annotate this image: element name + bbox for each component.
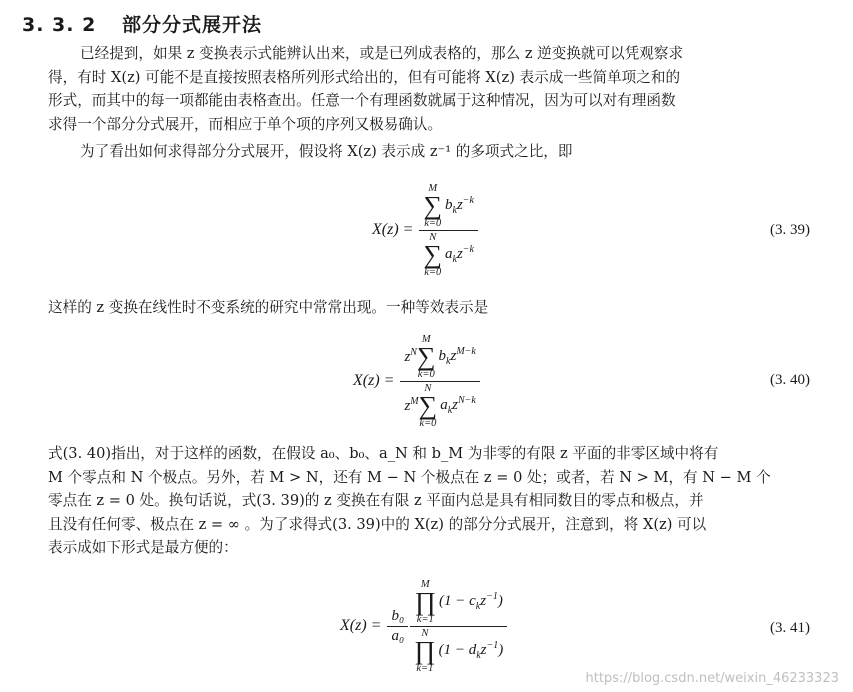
section-title: 部分分式展开法 [121, 14, 262, 36]
equation-3-41 [0, 564, 853, 688]
section-heading [22, 10, 262, 37]
fraction-bar [400, 381, 479, 382]
numerator-term: $b_kz^{-k}$ [445, 195, 474, 216]
text-line: M 个零点和 N 个极点。另外，若 M > N，还有 M − N 个极点在 z = 0 处；或者，若 N > M，有 N − M 个 [48, 468, 771, 486]
fraction [419, 183, 478, 278]
denominator-term: $a_kz^{N-k}$ [440, 395, 476, 416]
sum-symbol: N ∑ k=0 [418, 382, 438, 429]
denominator-prefix: $z^M$ [404, 396, 419, 414]
paragraph-zeros-poles [48, 442, 828, 560]
equation-lhs: X(z) = [372, 221, 414, 238]
text-line: 为了看出如何求得部分分式展开，假设将 X(z) 表示成 z⁻¹ 的多项式之比，即 [80, 143, 573, 160]
equation-3-39 [0, 166, 853, 294]
text-line: 零点在 z = 0 处。换句话说，式(3. 39)的 z 变换在有限 z 平面内总是具有相同数目的零点和极点，并 [48, 492, 704, 509]
fraction-bar [410, 626, 507, 627]
product-symbol: M ∏ k=1 [414, 578, 436, 625]
numerator-term: $b_kz^{M-k}$ [438, 346, 476, 367]
text-line: 式(3. 40)指出，对于这样的函数，在假设 a₀、b₀、a_N 和 b_M 为非零的有限 z 平面的非零区域中将有 [48, 445, 719, 462]
sum-symbol: M ∑ k=0 [416, 333, 436, 380]
text-line: 求得一个部分分式展开，而相应于单个项的序列又极易确认。 [48, 115, 443, 133]
equation-3-40 [0, 318, 853, 444]
sum-symbol: N ∑ k=0 [423, 231, 442, 278]
sum-symbol: M ∑ k=0 [423, 182, 442, 229]
text-line: 得，有时 X(z) 可能不是直接按照表格所列形式给出的，但有可能将 X(z) 表示成一些简单项之和的 [48, 68, 681, 86]
numerator-prefix: $z^N$ [404, 347, 417, 365]
text-line: 表示成如下形式是最方便的： [48, 539, 238, 556]
text-line: 这样的 z 变换在线性时不变系统的研究中常常出现。一种等效表示是 [48, 299, 489, 316]
fraction-bar [419, 230, 478, 231]
equation-lhs: X(z) = [340, 617, 382, 634]
fraction [400, 334, 479, 429]
product-symbol: N ∏ k=1 [414, 627, 436, 674]
equation-number: (3. 39) [770, 222, 810, 238]
equation-lhs: X(z) = [353, 372, 395, 389]
paragraph-equivalent [48, 296, 828, 320]
denominator-term: $a_kz^{-k}$ [445, 244, 474, 265]
text-line: 已经提到，如果 z 变换表示式能辨认出来，或是已列成表格的，那么 z 逆变换就可以凭观察求 [80, 45, 684, 62]
paragraph-intro [48, 42, 828, 136]
section-number: 3. 3. 2 [22, 14, 97, 36]
watermark: https://blog.csdn.net/weixin_46233323 [585, 671, 839, 686]
coefficient-fraction: $\frac{\text{b₀}}{\text{a₀}}$ [387, 608, 408, 645]
denominator-term: $(1 - d_kz^{-1})$ [438, 640, 504, 661]
paragraph-setup [48, 140, 828, 164]
numerator-term: $(1 - c_kz^{-1})$ [439, 591, 503, 612]
text-line: 形式，而其中的每一项都能由表格查出。任意一个有理函数就属于这种情况，因为可以对有理函数 [48, 92, 676, 109]
equation-number: (3. 40) [770, 372, 810, 388]
text-line: 且没有任何零、极点在 z = ∞ 。为了求得式(3. 39)中的 X(z) 的部分分式展开，注意到，将 X(z) 可以 [48, 515, 707, 533]
equation-number: (3. 41) [770, 620, 810, 636]
fraction [410, 579, 507, 674]
